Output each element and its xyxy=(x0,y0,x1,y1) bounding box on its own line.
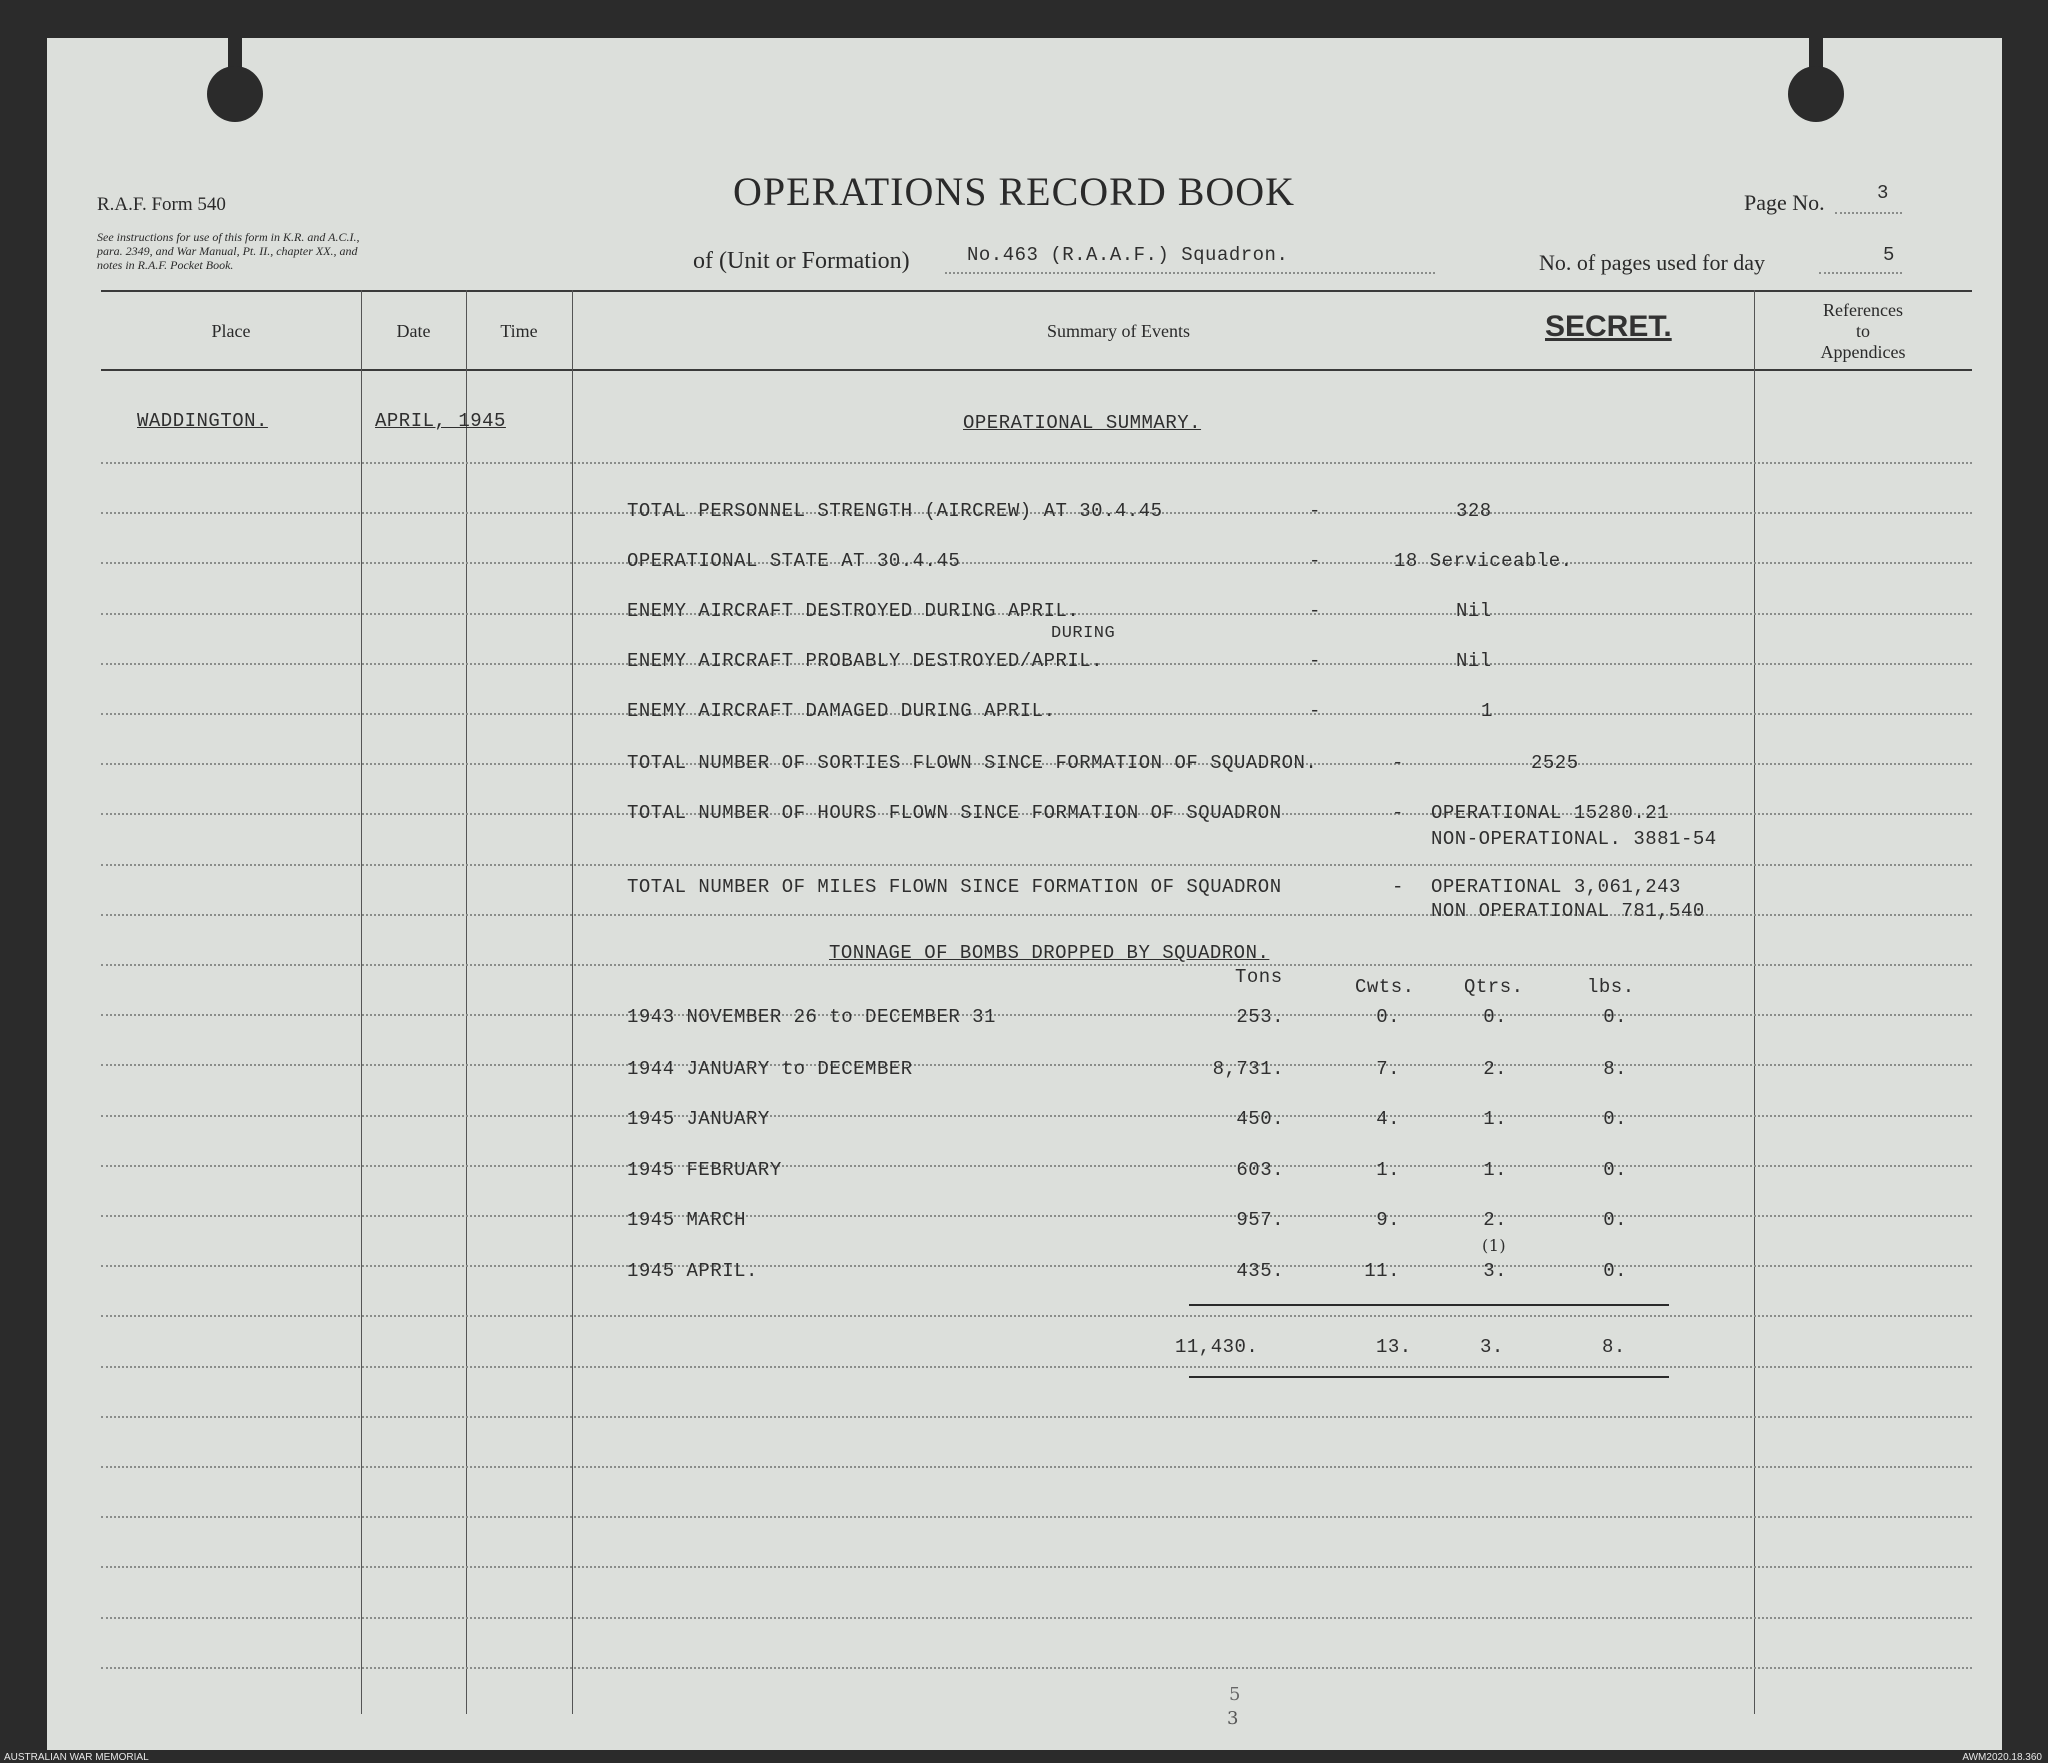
hours-dash: - xyxy=(1392,802,1404,824)
bombs-cwts: 1. xyxy=(1376,1159,1400,1181)
pages-used-dotted-line xyxy=(1819,272,1902,274)
summary-dash: - xyxy=(1309,500,1321,522)
footer-right: AWM2020.18.360 xyxy=(1962,1752,2042,1763)
instructions-line-3: notes in R.A.F. Pocket Book. xyxy=(97,258,234,272)
miles-dash: - xyxy=(1392,876,1404,898)
bombs-lbs: 0. xyxy=(1603,1159,1627,1181)
form-number: R.A.F. Form 540 xyxy=(97,194,226,215)
bombs-period: 1945 APRIL. xyxy=(627,1260,758,1282)
bombs-lbs: 8. xyxy=(1603,1058,1627,1080)
ruled-line xyxy=(101,1165,1972,1167)
bombs-tons: 450. xyxy=(1236,1108,1284,1130)
entry-place: WADDINGTON. xyxy=(137,410,268,432)
bombs-qtrs: 0. xyxy=(1483,1006,1507,1028)
record-sheet xyxy=(47,38,2002,1750)
ruled-line xyxy=(101,1366,1972,1368)
miles-non-operational: NON OPERATIONAL 781,540 xyxy=(1431,900,1705,922)
bombs-lbs: 0. xyxy=(1603,1108,1627,1130)
summary-value: 328 xyxy=(1456,500,1492,522)
bombs-lbs: 0. xyxy=(1603,1006,1627,1028)
table-top-rule xyxy=(101,290,1972,292)
ruled-line xyxy=(101,1014,1972,1016)
column-header-summary: Summary of Events xyxy=(1047,321,1190,341)
bombs-qtrs: 1. xyxy=(1483,1159,1507,1181)
hours-non-operational: NON-OPERATIONAL. 3881-54 xyxy=(1431,828,1717,850)
bombs-tons: 957. xyxy=(1236,1209,1284,1231)
ruled-line xyxy=(101,1617,1972,1619)
bombs-period: 1944 JANUARY to DECEMBER xyxy=(627,1058,913,1080)
miles-label: TOTAL NUMBER OF MILES FLOWN SINCE FORMATION OF SQUADRON xyxy=(627,876,1282,898)
page-title: OPERATIONS RECORD BOOK xyxy=(733,169,1296,214)
summary-value: Nil xyxy=(1456,650,1492,672)
ruled-line xyxy=(101,1215,1972,1217)
bombs-cwts: 4. xyxy=(1376,1108,1400,1130)
summary-dash: - xyxy=(1309,600,1321,622)
summary-label: ENEMY AIRCRAFT DESTROYED DURING APRIL. xyxy=(627,600,1080,622)
col-divider-place xyxy=(361,290,362,1714)
summary-insert-note: DURING xyxy=(1051,624,1116,643)
bombs-total-tons: 11,430. xyxy=(1175,1336,1259,1358)
bombs-lbs: 0. xyxy=(1603,1260,1627,1282)
instructions-line-1: See instructions for use of this form in K.R. and A.C.I., xyxy=(97,230,360,244)
ruled-line xyxy=(101,1466,1972,1468)
bombs-heading: TONNAGE OF BOMBS DROPPED BY SQUADRON. xyxy=(829,942,1270,964)
margin-mark: 5 xyxy=(1229,1684,1241,1705)
column-header-time: Time xyxy=(500,321,538,341)
bombs-period: 1945 MARCH xyxy=(627,1209,747,1231)
col-divider-date xyxy=(466,290,467,1714)
summary-label: ENEMY AIRCRAFT PROBABLY DESTROYED/APRIL. xyxy=(627,650,1104,672)
unit-label: of (Unit or Formation) xyxy=(693,248,910,274)
pages-used-value: 5 xyxy=(1883,244,1895,266)
bombs-period: 1943 NOVEMBER 26 to DECEMBER 31 xyxy=(627,1006,996,1028)
column-header-date: Date xyxy=(396,321,431,341)
ruled-line xyxy=(101,1115,1972,1117)
ruled-line xyxy=(101,1064,1972,1066)
col-divider-time xyxy=(572,290,573,1714)
binder-hole-right xyxy=(1788,66,1844,122)
summary-value: 2525 xyxy=(1531,752,1579,774)
column-header-place: Place xyxy=(211,321,251,341)
entry-heading: OPERATIONAL SUMMARY. xyxy=(963,412,1202,434)
entry-date: APRIL, 1945 xyxy=(375,410,506,432)
ruled-line xyxy=(101,964,1972,966)
page-number-label: Page No. xyxy=(1744,190,1825,215)
unit-value: No.463 (R.A.A.F.) Squadron. xyxy=(967,244,1289,266)
summary-dash: - xyxy=(1392,752,1404,774)
pages-used-label: No. of pages used for day xyxy=(1539,250,1766,275)
bombs-qtrs: 3. xyxy=(1483,1260,1507,1282)
bombs-total-rule xyxy=(1189,1376,1669,1378)
summary-label: ENEMY AIRCRAFT DAMAGED DURING APRIL. xyxy=(627,700,1056,722)
summary-label: OPERATIONAL STATE AT 30.4.45 xyxy=(627,550,961,572)
bombs-period: 1945 JANUARY xyxy=(627,1108,770,1130)
ruled-line xyxy=(101,864,1972,866)
bombs-header-cwts: Cwts. xyxy=(1355,976,1415,998)
instructions-line-2: para. 2349, and War Manual, Pt. II., chapter XX., and xyxy=(97,244,358,258)
ruled-line xyxy=(101,1265,1972,1267)
summary-dash: - xyxy=(1309,650,1321,672)
binder-hole-left xyxy=(207,66,263,122)
april-correction-note: (1) xyxy=(1482,1236,1507,1255)
ruled-line xyxy=(101,1516,1972,1518)
hours-label: TOTAL NUMBER OF HOURS FLOWN SINCE FORMATION OF SQUADRON xyxy=(627,802,1282,824)
margin-mark: 3 xyxy=(1227,1708,1239,1729)
bombs-tons: 435. xyxy=(1236,1260,1284,1282)
column-header-references-3: Appendices xyxy=(1820,342,1906,362)
secret-stamp: SECRET. xyxy=(1545,310,1672,343)
col-divider-summary xyxy=(1754,290,1755,1714)
ruled-line xyxy=(101,1315,1972,1317)
ruled-line xyxy=(101,462,1972,464)
column-header-references-2: to xyxy=(1855,321,1870,341)
column-header-references-1: References xyxy=(1823,300,1903,320)
bombs-qtrs: 2. xyxy=(1483,1058,1507,1080)
bombs-total-qtrs: 3. xyxy=(1480,1336,1504,1358)
summary-dash: - xyxy=(1309,550,1321,572)
summary-label: TOTAL PERSONNEL STRENGTH (AIRCREW) AT 30.4.45 xyxy=(627,500,1163,522)
bombs-header-lbs: lbs. xyxy=(1587,976,1635,998)
bombs-period: 1945 FEBRUARY xyxy=(627,1159,782,1181)
ruled-line xyxy=(101,562,1972,564)
ruled-line xyxy=(101,1566,1972,1568)
bombs-tons: 253. xyxy=(1236,1006,1284,1028)
bombs-lbs: 0. xyxy=(1603,1209,1627,1231)
bombs-subtotal-rule xyxy=(1189,1304,1669,1306)
bombs-cwts: 7. xyxy=(1376,1058,1400,1080)
bombs-tons: 603. xyxy=(1236,1159,1284,1181)
summary-dash: - xyxy=(1309,700,1321,722)
bombs-total-cwts: 13. xyxy=(1376,1336,1412,1358)
bombs-tons: 8,731. xyxy=(1212,1058,1284,1080)
ruled-line xyxy=(101,1416,1972,1418)
page-number-value: 3 xyxy=(1877,182,1889,204)
ruled-line xyxy=(101,1667,1972,1669)
bombs-qtrs: 2. xyxy=(1483,1209,1507,1231)
unit-dotted-line xyxy=(945,272,1435,274)
bombs-header-qtrs: Qtrs. xyxy=(1464,976,1524,998)
hours-operational: OPERATIONAL 15280.21 xyxy=(1431,802,1670,824)
bombs-cwts: 0. xyxy=(1376,1006,1400,1028)
footer-left: AUSTRALIAN WAR MEMORIAL xyxy=(4,1752,149,1763)
summary-value: 18 Serviceable. xyxy=(1394,550,1573,572)
bombs-header-tons: Tons xyxy=(1235,966,1283,988)
page-number-dotted-line xyxy=(1835,212,1902,214)
summary-label: TOTAL NUMBER OF SORTIES FLOWN SINCE FORMATION OF SQUADRON. xyxy=(627,752,1318,774)
summary-value: 1 xyxy=(1481,700,1493,722)
bombs-cwts: 11. xyxy=(1364,1260,1400,1282)
bombs-cwts: 9. xyxy=(1376,1209,1400,1231)
bombs-total-lbs: 8. xyxy=(1602,1336,1626,1358)
summary-value: Nil xyxy=(1456,600,1492,622)
miles-operational: OPERATIONAL 3,061,243 xyxy=(1431,876,1681,898)
header-bottom-rule xyxy=(101,369,1972,371)
bombs-qtrs: 1. xyxy=(1483,1108,1507,1130)
